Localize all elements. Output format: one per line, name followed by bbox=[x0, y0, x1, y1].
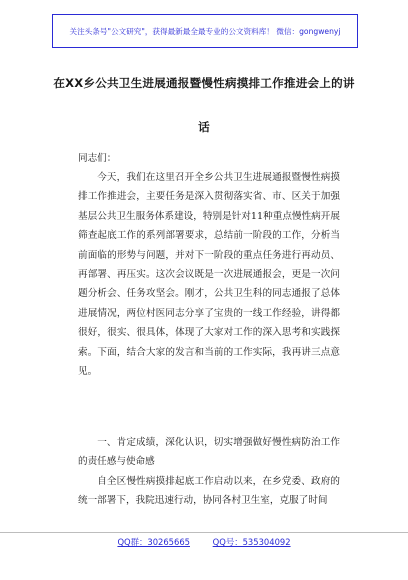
header-text: 关注头条号"公文研究"，获得最新最全最专业的公文资料库！ 微信：gongwenyj bbox=[69, 26, 341, 36]
footer-divider bbox=[0, 532, 408, 533]
footer bbox=[0, 536, 408, 548]
paragraph-3: 自全区慢性病摸排起底工作启动以来，在乡党委、政府的统一部署下，我院迅速行动，协同各村卫生室，克服了时间 bbox=[78, 476, 340, 507]
document-title-line2: 话 bbox=[198, 120, 210, 134]
paragraph-2: 一、肯定成绩，深化认识，切实增强做好慢性病防治工作的责任感与使命感 bbox=[78, 437, 340, 468]
salutation: 同志们： bbox=[78, 153, 117, 164]
paragraph-1: 今天，我们在这里召开全乡公共卫生进展通报暨慢性病摸排工作推进会，主要任务是深入贯彻落实省、市、区关于加强基层公共卫生服务体系建设，特别是针对11种重点慢性病开展筛查起底工作的系列部署要求，总结前一阶段的工作，分析当前面临的形势与问题，并对下一阶段的重点任务进行再动员、再部署、再压实。这次会议既是一次进展通报会，更是一次问题分析会、任务攻坚会。刚才，公共卫生科的同志通报了总体进展情况，两位村医同志分享了宝贵的一线工作经验，讲得都很好，很实、很具体，体现了大家对工作的深入思考和实践探索。下面，结合大家的发言和当前的工作实际，我再讲三点意见。 bbox=[78, 172, 340, 378]
document-title-line1: 在XX乡公共卫生进展通报暨慢性病摸排工作推进会上的讲 bbox=[53, 76, 355, 90]
header-banner bbox=[52, 14, 358, 48]
footer-qq-group[interactable]: QQ群：30265665 bbox=[117, 537, 190, 547]
footer-qq-number[interactable]: QQ号：535304092 bbox=[212, 537, 291, 547]
